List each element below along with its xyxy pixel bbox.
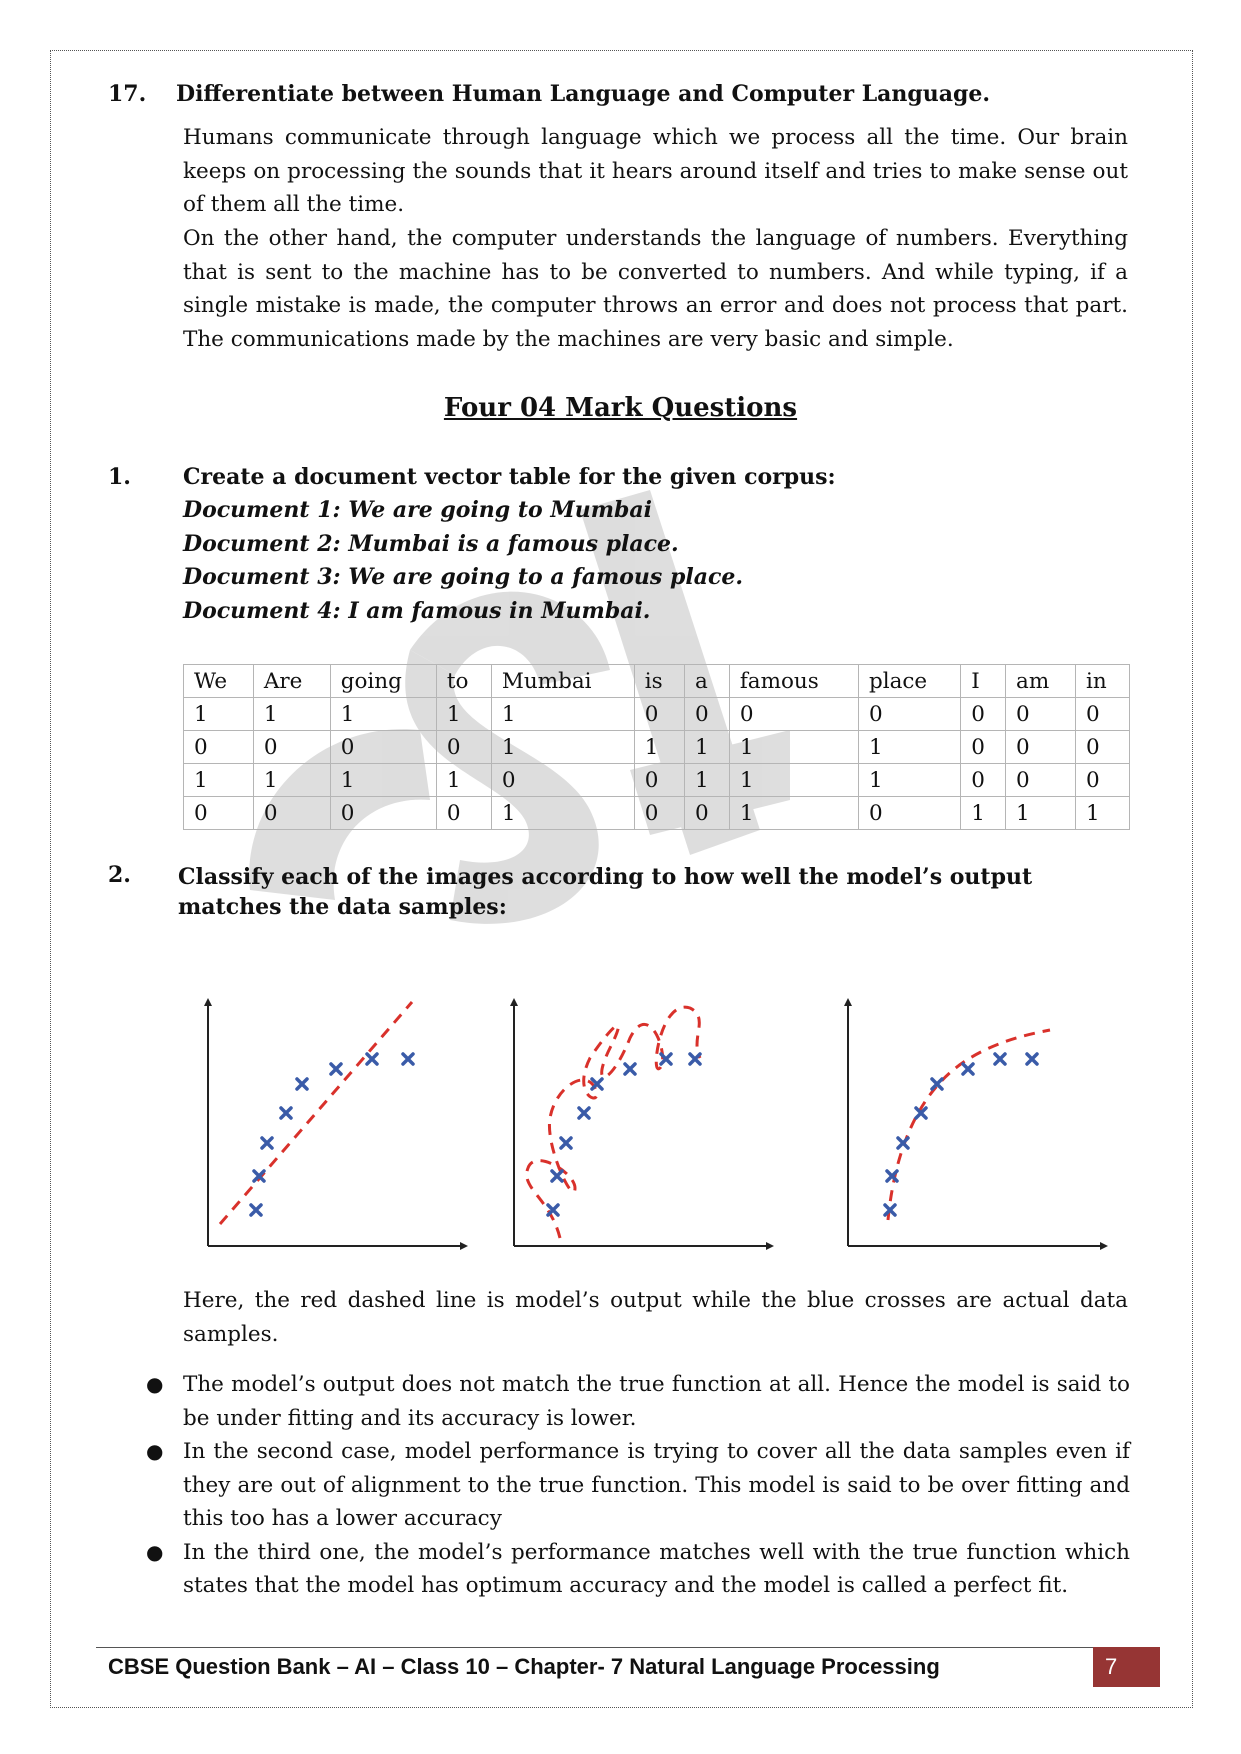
question-17-number: 17.: [108, 81, 147, 107]
data-sample-cross: [403, 1054, 413, 1064]
footer-text: CBSE Question Bank – AI – Class 10 – Chapter- 7 Natural Language Processing: [108, 1654, 940, 1679]
table-cell: 0: [634, 764, 684, 797]
table-cell: 0: [1076, 698, 1130, 731]
document-1-line: Document 1: We are going to Mumbai: [183, 497, 652, 523]
table-header-cell: I: [961, 665, 1006, 698]
y-axis-arrow: [204, 998, 212, 1006]
table-cell: 1: [253, 698, 330, 731]
table-cell: 1: [436, 698, 491, 731]
table-cell: 0: [330, 731, 436, 764]
data-sample-cross: [690, 1054, 700, 1064]
table-cell: 0: [436, 731, 491, 764]
list-item: [140, 1435, 1130, 1536]
table-cell: 0: [634, 797, 684, 830]
table-header-cell: is: [634, 665, 684, 698]
underfit-plot: [204, 998, 468, 1250]
table-cell: 0: [858, 797, 960, 830]
table-cell: 1: [1076, 797, 1130, 830]
table-cell: 0: [1006, 731, 1076, 764]
classification-list: [140, 1368, 1130, 1603]
data-sample-cross: [262, 1138, 272, 1148]
bullet-text: In the third one, the model’s performance matches well with the true function which states that the model has optimum accuracy and the model is called a perfect fit.: [183, 1539, 1130, 1598]
x-axis-arrow: [1100, 1242, 1108, 1250]
y-axis-arrow: [844, 998, 852, 1006]
table-header-cell: to: [436, 665, 491, 698]
table-cell: 0: [436, 797, 491, 830]
bullet-text: In the second case, model performance is trying to cover all the data samples even if they are out of alignment to the true function. This model is said to be over fitting and this too has a lower accuracy: [183, 1439, 1130, 1531]
table-cell: 1: [729, 731, 858, 764]
question-17-title: Differentiate between Human Language and Computer Language.: [176, 81, 991, 107]
data-samples: [548, 1054, 700, 1215]
table-header-cell: We: [184, 665, 254, 698]
table-header-cell: place: [858, 665, 960, 698]
data-sample-cross: [579, 1108, 589, 1118]
model-output-line: [888, 1030, 1050, 1220]
table-header-cell: Are: [253, 665, 330, 698]
data-sample-cross: [297, 1079, 307, 1089]
data-sample-cross: [561, 1138, 571, 1148]
document-vector-table: [183, 664, 1130, 830]
table-cell: 1: [330, 764, 436, 797]
data-sample-cross: [552, 1171, 562, 1181]
table-cell: 1: [961, 797, 1006, 830]
data-sample-cross: [963, 1064, 973, 1074]
table-cell: 1: [491, 698, 634, 731]
data-samples: [885, 1054, 1037, 1215]
data-sample-cross: [367, 1054, 377, 1064]
document-2-line: Document 2: Mumbai is a famous place.: [183, 531, 679, 557]
table-cell: 1: [634, 731, 684, 764]
bullet-icon: ●: [146, 1439, 164, 1463]
table-cell: 1: [729, 764, 858, 797]
perfect-fit-plot: [844, 998, 1108, 1250]
data-sample-cross: [1027, 1054, 1037, 1064]
table-cell: 0: [685, 698, 730, 731]
y-axis-arrow: [510, 998, 518, 1006]
data-samples: [251, 1054, 413, 1215]
table-cell: 0: [961, 731, 1006, 764]
table-cell: 0: [634, 698, 684, 731]
table-cell: 1: [491, 731, 634, 764]
table-cell: 0: [1076, 731, 1130, 764]
table-cell: 0: [729, 698, 858, 731]
table-cell: 1: [685, 764, 730, 797]
table-cell: 0: [1076, 764, 1130, 797]
section-title: Four 04 Mark Questions: [443, 393, 798, 423]
table-cell: 0: [184, 797, 254, 830]
x-axis-arrow: [766, 1242, 774, 1250]
overfit-plot: [510, 998, 774, 1250]
data-sample-cross: [281, 1108, 291, 1118]
table-row: [184, 764, 1130, 797]
table-header-cell: am: [1006, 665, 1076, 698]
table-cell: 0: [253, 797, 330, 830]
data-sample-cross: [251, 1205, 261, 1215]
table-cell: 0: [858, 698, 960, 731]
bullet-icon: ●: [146, 1539, 164, 1564]
table-cell: 1: [184, 764, 254, 797]
table-row: [184, 698, 1130, 731]
question-17-paragraph-1: Humans communicate through language which we process all the time. Our brain keeps on processing the sounds that it hears around itself and tries to make sense out of them all the time.: [183, 125, 1128, 217]
table-header-cell: going: [330, 665, 436, 698]
table-header-cell: in: [1076, 665, 1130, 698]
table-cell: 0: [253, 731, 330, 764]
footer-divider: [96, 1647, 1096, 1648]
question-2-title: Classify each of the images according to how well the model’s output matches the data samples:: [178, 864, 1033, 920]
table-cell: 0: [1006, 698, 1076, 731]
x-axis-arrow: [460, 1242, 468, 1250]
data-sample-cross: [898, 1138, 908, 1148]
list-item: [140, 1536, 1130, 1603]
table-cell: 0: [491, 764, 634, 797]
document-3-line: Document 3: We are going to a famous place.: [183, 564, 744, 590]
table-cell: 1: [1006, 797, 1076, 830]
table-header-cell: Mumbai: [491, 665, 634, 698]
data-sample-cross: [331, 1064, 341, 1074]
table-header-cell: famous: [729, 665, 858, 698]
table-cell: 1: [184, 698, 254, 731]
table-cell: 1: [330, 698, 436, 731]
list-item: [140, 1368, 1130, 1435]
data-sample-cross: [625, 1064, 635, 1074]
data-sample-cross: [995, 1054, 1005, 1064]
model-fit-illustrations: [190, 998, 1130, 1258]
table-header-cell: a: [685, 665, 730, 698]
table-cell: 1: [858, 764, 960, 797]
question-1-title: Create a document vector table for the given corpus:: [183, 464, 836, 490]
document-4-line: Document 4: I am famous in Mumbai.: [183, 598, 651, 624]
model-output-line: [220, 1002, 412, 1224]
table-cell: 1: [491, 797, 634, 830]
table-cell: 1: [858, 731, 960, 764]
table-cell: 0: [961, 764, 1006, 797]
table-cell: 0: [184, 731, 254, 764]
table-cell: 1: [253, 764, 330, 797]
table-cell: 0: [1006, 764, 1076, 797]
table-header-row: [184, 665, 1130, 698]
chart-caption: Here, the red dashed line is model’s output while the blue crosses are actual data samples.: [183, 1288, 1128, 1347]
question-2-number: 2.: [108, 862, 131, 888]
question-1-number: 1.: [108, 464, 131, 490]
model-output-line: [527, 1007, 700, 1238]
table-cell: 1: [729, 797, 858, 830]
table-cell: 0: [685, 797, 730, 830]
table-cell: 0: [961, 698, 1006, 731]
page-number: 7: [1093, 1647, 1160, 1687]
table-cell: 1: [436, 764, 491, 797]
question-17-paragraph-2: On the other hand, the computer understands the language of numbers. Everything that is sent to the machine has to be converted to numbers. And while typing, if a single mistake is made, the computer throws an error and does not process that part. The communications made by the machines are very basic and simple.: [183, 226, 1128, 352]
table-row: [184, 731, 1130, 764]
bullet-icon: ●: [146, 1372, 164, 1396]
bullet-text: The model’s output does not match the true function at all. Hence the model is said to be under fitting and its accuracy is lower.: [183, 1372, 1130, 1431]
table-row: [184, 797, 1130, 830]
table-cell: 0: [330, 797, 436, 830]
table-cell: 1: [685, 731, 730, 764]
